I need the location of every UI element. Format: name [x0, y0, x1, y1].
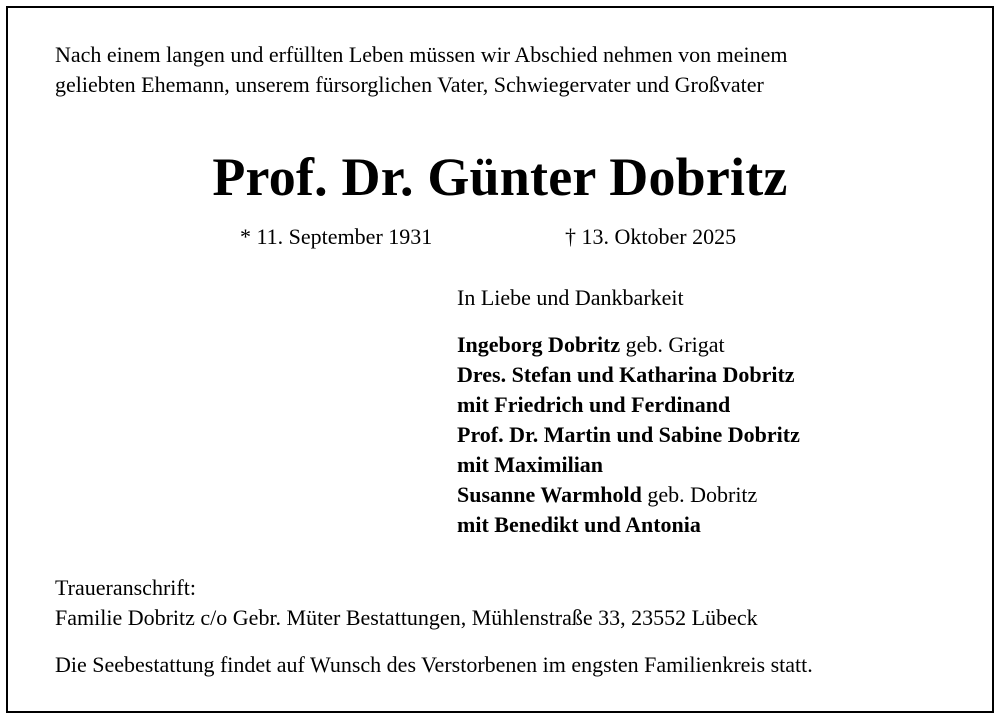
- family-member: mit Friedrich und Ferdinand: [457, 392, 731, 417]
- family-member: mit Maximilian: [457, 452, 604, 477]
- family-member: [457, 330, 800, 360]
- greeting-text: In Liebe und Dankbarkeit: [457, 285, 684, 310]
- death-date: † 13. Oktober 2025: [565, 224, 737, 249]
- family-member-note: geb. Grigat: [625, 332, 725, 357]
- family-member: mit Benedikt und Antonia: [457, 512, 701, 537]
- birth-date: * 11. September 1931: [240, 224, 433, 249]
- family-member: Prof. Dr. Martin und Sabine Dobritz: [457, 422, 800, 447]
- intro-text: [55, 40, 955, 100]
- family-member: [457, 480, 800, 510]
- deceased-name: Prof. Dr. Günter Dobritz: [212, 147, 788, 207]
- address-value: Familie Dobritz c/o Gebr. Müter Bestattungen, Mühlenstraße 33, 23552 Lübeck: [55, 605, 758, 630]
- family-member: Dres. Stefan und Katharina Dobritz: [457, 362, 795, 387]
- family-list: [457, 330, 800, 540]
- address-label: Traueranschrift:: [55, 575, 196, 600]
- funeral-note: Die Seebestattung findet auf Wunsch des Verstorbenen im engsten Familienkreis statt.: [55, 652, 813, 677]
- family-member-name: Ingeborg Dobritz: [457, 332, 621, 357]
- intro-line-1: Nach einem langen und erfüllten Leben müssen wir Abschied nehmen von meinem: [55, 42, 788, 67]
- mourning-address: [55, 573, 758, 633]
- intro-line-2: geliebten Ehemann, unserem fürsorglichen Vater, Schwiegervater und Großvater: [55, 72, 764, 97]
- family-member-name: Susanne Warmhold: [457, 482, 642, 507]
- family-member-note: geb. Dobritz: [647, 482, 758, 507]
